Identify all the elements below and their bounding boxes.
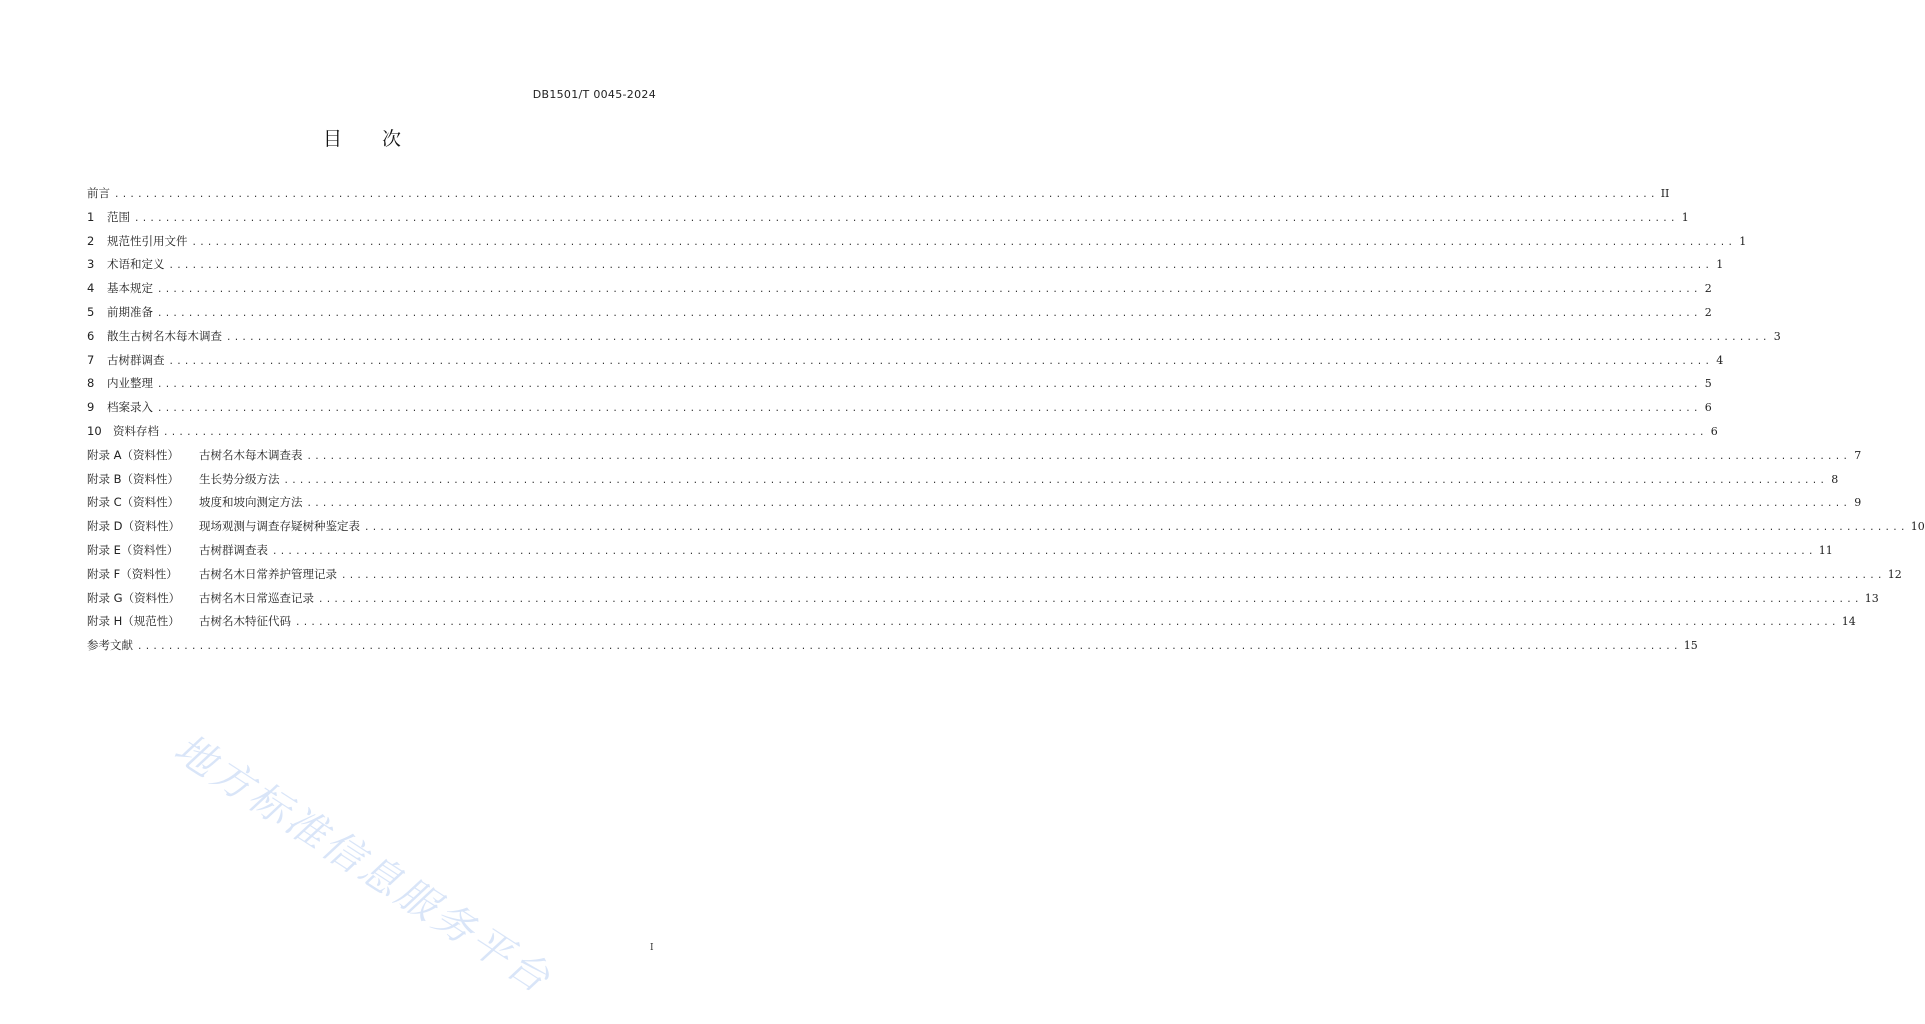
page-number: I xyxy=(650,943,654,953)
title-char-1: 目 xyxy=(322,128,342,150)
toc-entry-page: 15 xyxy=(1683,639,1698,653)
toc-entry-chapter-6[interactable] xyxy=(87,325,1781,349)
toc-leader-dots: ........................................................................................................................................................................................................ xyxy=(306,499,1851,510)
toc-entry-appendix-c[interactable] xyxy=(87,491,1862,515)
toc-leader-dots: ........................................................................................................................................................................................................ xyxy=(157,308,1701,319)
toc-entry-page: 8 xyxy=(1831,472,1839,486)
toc-entry-number: 附录 E（资料性） xyxy=(87,542,179,557)
toc-leader-dots: ........................................................................................................................................................................................................ xyxy=(272,546,1816,557)
toc-entry-label: 坡度和坡向测定方法 xyxy=(199,495,303,510)
toc-entry-label: 术语和定义 xyxy=(107,257,165,272)
toc-leader-dots: ........................................................................................................................................................................................................ xyxy=(318,594,1862,605)
toc-entry-chapter-7[interactable] xyxy=(87,349,1724,373)
toc-entry-page: 14 xyxy=(1841,615,1856,629)
toc-entry-page: 3 xyxy=(1773,329,1781,343)
toc-entry-page: 5 xyxy=(1704,377,1712,391)
toc-entry-label: 古树群调查 xyxy=(107,352,165,367)
toc-entry-label: 古树名木特征代码 xyxy=(199,614,291,629)
toc-entry-page: 12 xyxy=(1887,567,1902,581)
toc-entry-appendix-h[interactable] xyxy=(87,610,1856,634)
toc-entry-page: 6 xyxy=(1710,424,1718,438)
toc-entry-page: 9 xyxy=(1854,496,1862,510)
toc-entry-number: 4 xyxy=(87,281,95,296)
toc-entry-appendix-d[interactable] xyxy=(87,515,1925,539)
toc-entry-chapter-2[interactable] xyxy=(87,230,1747,254)
toc-leader-dots: ........................................................................................................................................................................................................ xyxy=(137,642,1681,653)
toc-leader-dots: ........................................................................................................................................................................................................ xyxy=(295,618,1839,629)
toc-entry-label: 前言 xyxy=(87,186,110,200)
toc-leader-dots: ........................................................................................................................................................................................................ xyxy=(157,404,1701,415)
toc-entry-page: 4 xyxy=(1716,353,1724,367)
toc-entry-appendix-a[interactable] xyxy=(87,444,1862,468)
toc-entry-label: 内业整理 xyxy=(107,376,153,391)
toc-entry-number: 附录 B（资料性） xyxy=(87,471,180,486)
toc-leader-dots: ........................................................................................................................................................................................................ xyxy=(341,570,1885,581)
toc-entry-number: 5 xyxy=(87,304,95,319)
toc-leader-dots: ........................................................................................................................................................................................................ xyxy=(364,523,1908,534)
toc-entry-number: 附录 H（规范性） xyxy=(87,614,180,629)
toc-entry-number: 附录 F（资料性） xyxy=(87,566,178,581)
toc-leader-dots: ........................................................................................................................................................................................................ xyxy=(134,213,1678,224)
document-code: DB1501/T 0045-2024 xyxy=(532,88,656,101)
toc-entry-appendix-e[interactable] xyxy=(87,539,1833,563)
toc-entry-page: 1 xyxy=(1681,210,1689,224)
toc-entry-appendix-b[interactable] xyxy=(87,468,1839,492)
toc-entry-number: 7 xyxy=(87,352,95,367)
toc-entry-chapter-4[interactable] xyxy=(87,277,1712,301)
toc-entry-label: 生长势分级方法 xyxy=(199,471,280,486)
toc-entry-label: 前期准备 xyxy=(107,304,153,319)
toc-entry-number: 8 xyxy=(87,376,95,391)
toc-entry-page: II xyxy=(1660,187,1670,200)
toc-entry-page: 2 xyxy=(1704,282,1712,296)
toc-entry-label: 古树群调查表 xyxy=(199,542,268,557)
toc-entry-label: 范围 xyxy=(107,209,130,224)
toc-entry-number: 10 xyxy=(87,423,102,438)
toc-entry-page: 1 xyxy=(1716,258,1724,272)
toc-entry-chapter-8[interactable] xyxy=(87,372,1712,396)
toc-entry-label: 古树名木日常巡查记录 xyxy=(199,590,314,605)
toc-entry-label: 规范性引用文件 xyxy=(107,233,188,248)
toc-entry-number: 3 xyxy=(87,257,95,272)
toc-entry-label: 基本规定 xyxy=(107,281,153,296)
toc-entry-number: 1 xyxy=(87,209,95,224)
toc-entry-number: 9 xyxy=(87,400,95,415)
toc-entry-label: 古树名木每木调查表 xyxy=(199,447,303,462)
toc-leader-dots: ........................................................................................................................................................................................................ xyxy=(168,356,1713,367)
toc-entry-chapter-9[interactable] xyxy=(87,396,1712,420)
toc-entry-page: 7 xyxy=(1854,448,1862,462)
toc-entry-label: 档案录入 xyxy=(107,400,153,415)
toc-entry-label: 古树名木日常养护管理记录 xyxy=(199,566,337,581)
toc-leader-dots: ........................................................................................................................................................................................................ xyxy=(226,332,1770,343)
toc-entry-page: 10 xyxy=(1910,520,1925,534)
toc-entry-page: 13 xyxy=(1864,591,1879,605)
table-of-contents xyxy=(87,182,1925,658)
toc-entry-appendix-f[interactable] xyxy=(87,563,1902,587)
toc-leader-dots: ........................................................................................................................................................................................................ xyxy=(306,451,1851,462)
toc-entry-number: 2 xyxy=(87,233,95,248)
title-char-2: 次 xyxy=(382,128,402,150)
toc-entry-label: 资料存档 xyxy=(113,423,159,438)
toc-entry-references[interactable] xyxy=(87,634,1698,658)
toc-entry-chapter-5[interactable] xyxy=(87,301,1712,325)
toc-entry-chapter-10[interactable] xyxy=(87,420,1718,444)
toc-entry-page: 11 xyxy=(1818,543,1833,557)
page-title xyxy=(0,124,724,151)
toc-entry-appendix-g[interactable] xyxy=(87,587,1879,611)
toc-entry-chapter-1[interactable] xyxy=(87,206,1689,230)
toc-entry-number: 附录 G（资料性） xyxy=(87,590,181,605)
toc-entry-number: 附录 D（资料性） xyxy=(87,519,181,534)
toc-entry-label: 现场观测与调查存疑树种鉴定表 xyxy=(199,519,360,534)
toc-leader-dots: ........................................................................................................................................................................................................ xyxy=(114,190,1658,200)
toc-leader-dots: ........................................................................................................................................................................................................ xyxy=(163,427,1707,438)
toc-leader-dots: ........................................................................................................................................................................................................ xyxy=(283,475,1828,486)
toc-leader-dots: ........................................................................................................................................................................................................ xyxy=(157,285,1701,296)
toc-entry-foreword[interactable] xyxy=(87,182,1670,206)
watermark: 地方标准信息服务平台 xyxy=(166,725,561,1004)
toc-leader-dots: ........................................................................................................................................................................................................ xyxy=(157,380,1701,391)
toc-leader-dots: ........................................................................................................................................................................................................ xyxy=(191,237,1736,248)
toc-entry-number: 附录 A（资料性） xyxy=(87,447,180,462)
toc-entry-number: 附录 C（资料性） xyxy=(87,495,180,510)
toc-entry-chapter-3[interactable] xyxy=(87,253,1724,277)
toc-entry-page: 2 xyxy=(1704,305,1712,319)
toc-entry-label: 参考文献 xyxy=(87,638,133,653)
toc-entry-label: 散生古树名木每木调查 xyxy=(107,328,222,343)
toc-leader-dots: ........................................................................................................................................................................................................ xyxy=(168,261,1713,272)
toc-entry-number: 6 xyxy=(87,328,95,343)
toc-entry-page: 6 xyxy=(1704,401,1712,415)
toc-entry-page: 1 xyxy=(1739,234,1747,248)
